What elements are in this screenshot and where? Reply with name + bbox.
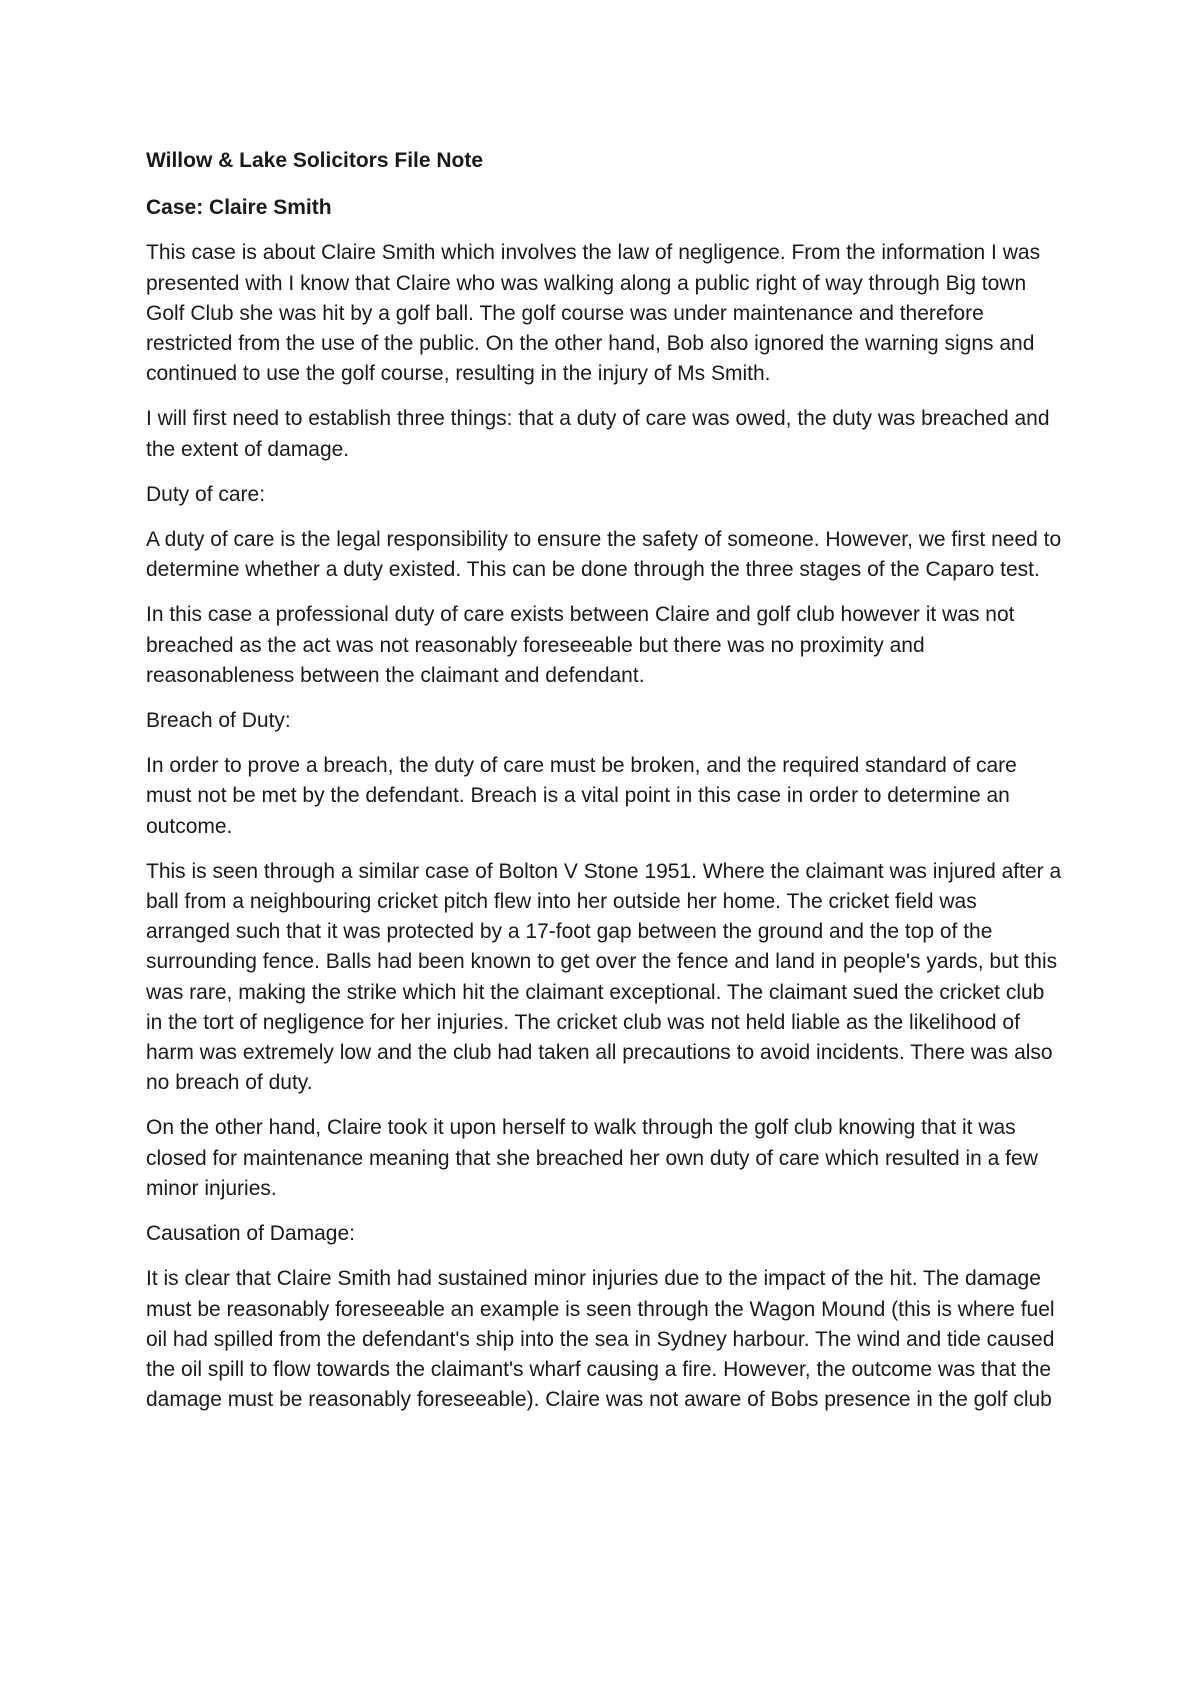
- duty-of-care-definition-paragraph: A duty of care is the legal responsibility to ensure the safety of someone. However, we first need to determine whether a duty existed. This can be done through the three stages of the Caparo test.: [146, 528, 1062, 582]
- causation-of-damage-heading: Causation of Damage:: [146, 1222, 355, 1246]
- breach-definition-paragraph: In order to prove a breach, the duty of care must be broken, and the required standard of care must not be met by the defendant. Breach is a vital point in this case in order to determine an outcome.: [146, 754, 1017, 838]
- bolton-v-stone-paragraph: This is seen through a similar case of Bolton V Stone 1951. Where the claimant was injured after a ball from a neighbouring cricket pitch flew into her outside her home. The cricket field was arranged such that it was protected by a 17-foot gap between the ground and the top of the surrounding fence. Balls had been known to get over the fence and land in people's yards, but this was rare, making the strike which hit the claimant exceptional. The claimant sued the cricket club in the tort of negligence for her injuries. The cricket club was not held liable as the likelihood of harm was extremely low and the club had taken all precautions to avoid incidents. There was also no breach of duty.: [146, 859, 1062, 1095]
- intro-paragraph: This case is about Claire Smith which involves the law of negligence. From the information I was presented with I know that Claire who was walking along a public right of way through Big town Golf Club she was hit by a golf ball. The golf course was under maintenance and therefore restricted from the use of the public. On the other hand, Bob also ignored the warning signs and continued to use the golf course, resulting in the injury of Ms Smith.: [146, 241, 1041, 386]
- claire-breach-paragraph: On the other hand, Claire took it upon herself to walk through the golf club knowing that it was closed for maintenance meaning that she breached her own duty of care which resulted in a few minor injuries.: [146, 1116, 1038, 1200]
- duty-of-care-application-paragraph: In this case a professional duty of care exists between Claire and golf club however it was not breached as the act was not reasonably foreseeable but there was no proximity and reasonableness between the claimant and defendant.: [146, 603, 1015, 687]
- duty-of-care-heading: Duty of care:: [146, 482, 266, 506]
- causation-paragraph: It is clear that Claire Smith had sustained minor injuries due to the impact of the hit. The damage must be reasonably foreseeable an example is seen through the Wagon Mound (this is where fuel oil had spilled from the defendant's ship into the sea in Sydney harbour. The wind and tide caused the oil spill to flow towards the claimant's wharf causing a fire. However, the outcome was that the damage must be reasonably foreseeable). Claire was not aware of Bobs presence in the golf club: [146, 1267, 1055, 1412]
- document-title: Willow & Lake Solicitors File Note: [146, 149, 484, 172]
- breach-of-duty-heading: Breach of Duty:: [146, 709, 291, 733]
- requirements-paragraph: I will first need to establish three things: that a duty of care was owed, the duty was breached and the extent of damage.: [146, 407, 1050, 461]
- document-body: [146, 146, 1066, 1430]
- case-heading: Case: Claire Smith: [146, 196, 332, 220]
